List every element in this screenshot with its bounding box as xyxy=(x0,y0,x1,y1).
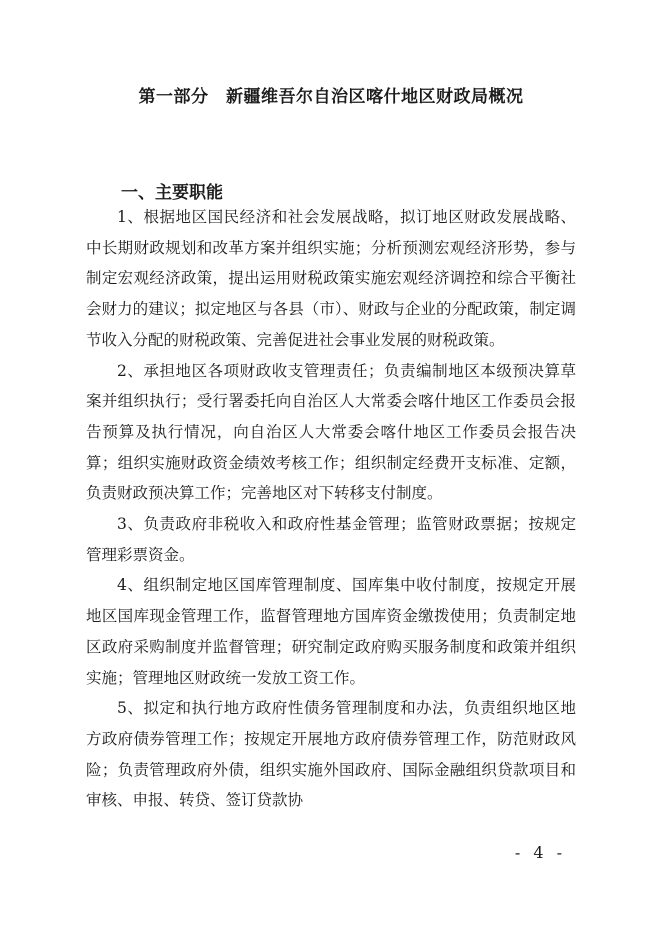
section-heading: 一、主要职能 xyxy=(121,183,223,203)
page-title: 第一部分 新疆维吾尔自治区喀什地区财政局概况 xyxy=(138,87,524,107)
paragraph-1: 1、根据地区国民经济和社会发展战略，拟订地区财政发展战略、中长期财政规划和改革方案并组织实施；分析预测宏观经济形势，参与制定宏观经济政策，提出运用财税政策实施宏观经济调控和综合平衡社会财力的建议；拟定地区与各县（市）、财政与企业的分配政策，制定调节收入分配的财税政策、完善促进社会事业发展的财税政策。 xyxy=(86,208,576,349)
paragraph-3: 3、负责政府非税收入和政府性基金管理；监管财政票据；按规定管理彩票资金。 xyxy=(86,515,576,564)
body-text xyxy=(86,202,576,816)
paragraph-5: 5、拟定和执行地方政府性债务管理制度和办法，负责组织地区地方政府债券管理工作；按规定开展地方政府债券管理工作，防范财政风险；负责管理政府外债，组织实施外国政府、国际金融组织贷款项目和审核、申报、转贷、签订贷款协 xyxy=(86,699,576,810)
paragraph-4: 4、组织制定地区国库管理制度、国库集中收付制度，按规定开展地区国库现金管理工作，监督管理地方国库资金缴拨使用；负责制定地区政府采购制度并监督管理；研究制定政府购买服务制度和政策并组织实施；管理地区财政统一发放工资工作。 xyxy=(86,576,576,687)
page-number: - 4 - xyxy=(514,843,566,862)
paragraph-2: 2、承担地区各项财政收支管理责任；负责编制地区本级预决算草案并组织执行；受行署委托向自治区人大常委会喀什地区工作委员会报告预算及执行情况，向自治区人大常委会喀什地区工作委员会报告决算；组织实施财政资金绩效考核工作；组织制定经费开支标准、定额，负责财政预决算工作；完善地区对下转移支付制度。 xyxy=(86,361,576,503)
